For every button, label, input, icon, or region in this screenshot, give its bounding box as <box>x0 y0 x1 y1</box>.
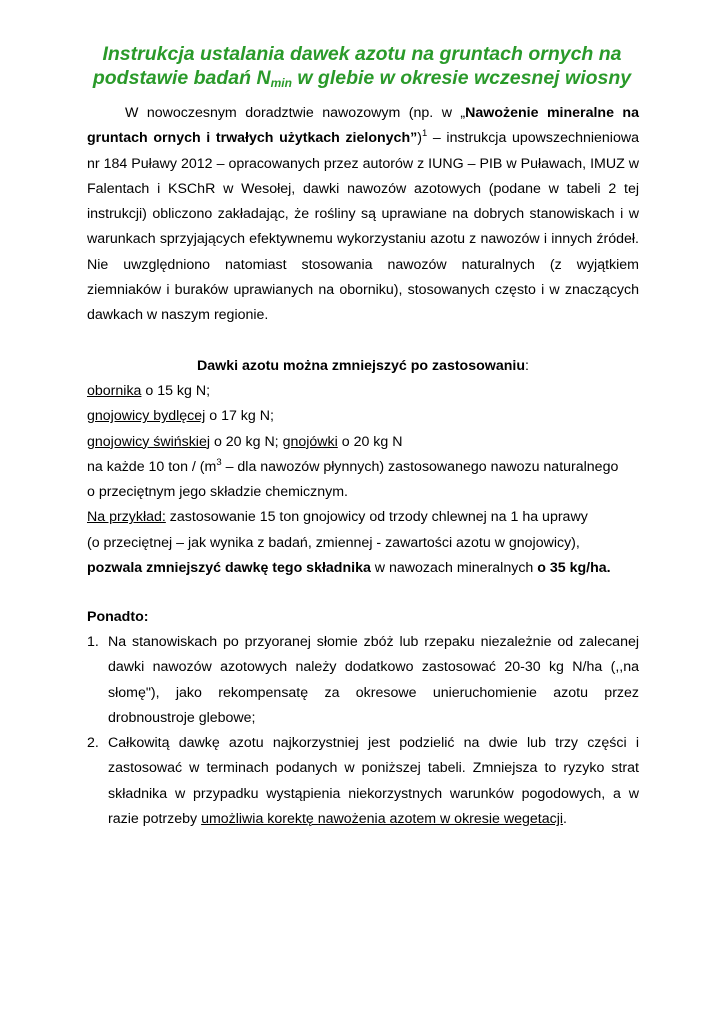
publication-title: Nawożenie mineralne na gruntach ornych i trwałych użytkach zielonych” <box>87 105 639 147</box>
reduction-per-amount: na każde 10 ton / ($m^3$ – dla nawozów płynnych) zastosowanego nawozu naturalnego <box>87 456 619 475</box>
title-line-1: Instrukcja ustalania dawek azotu na gruntach ornych na <box>102 43 622 65</box>
reductions-list <box>87 379 639 581</box>
example-line-2: (o przeciętnej – jak wynika z badań, zmiennej - zawartości azotu w gnojowicy), <box>87 534 580 551</box>
intro-paragraph: W nowoczesnym doradztwie nawozowym (np. w „Nawożenie mineralne na gruntach ornych i trwałych użytkach zielonych”)$^1$ – instrukcja upowszechnieniowa nr 184 Puławy 2012 – opracowanych przez autorów z IUNG – PIB w Puławach, IMUZ w Falentach i KSChR w Wesołej, dawki nawozów azotowych (podane w tabeli 2 tej instrukcji) obliczono zakładając, że rośliny są uprawiane na dobrych stanowiskach i w warunkach sprzyjających efektywnemu wykorzystaniu azotu z nawozów i innych źródeł. Nie uwzględniono natomiast stosowania nawozów naturalnych (z wyjątkiem ziemniaków i buraków uprawianych na oborniku), stosowanych często i w znaczących dawkach w naszym regionie. <box>87 105 639 324</box>
example-line-1: Na przykład: zastosowanie 15 ton gnojowicy od trzody chlewnej na 1 ha uprawy <box>87 509 588 526</box>
moreover-list <box>87 630 639 832</box>
nmin-subscript: min <box>270 76 292 90</box>
footnote-marker: 1 <box>421 128 428 140</box>
title-line-2: podstawie badań $N_{min}$ w glebie w okresie wczesnej wiosny <box>92 67 632 90</box>
reduction-cattle-slurry: gnojowicy bydlęcej o 17 kg N; <box>87 408 274 425</box>
reduction-pig-slurry: gnojowicy świńskiej o 20 kg N; gnojówki o 20 kg N <box>87 433 403 450</box>
list-item-1: 1. Na stanowiskach po przyoranej słomie zbóż lub rzepaku niezależnie od zalecanej dawki nawozów azotowych należy dodatkowo zastosować 20-30 kg N/ha (,,na słomę"), jako rekompensatę za okresowe unieruchomienie azotu przez drobnoustroje glebowe; <box>87 634 639 726</box>
example-line-3: pozwala zmniejszyć dawkę tego składnika w nawozach mineralnych o 35 kg/ha. <box>87 560 611 577</box>
moreover-heading: Ponadto: <box>87 609 149 625</box>
reduction-manure: obornika o 15 kg N; <box>87 383 211 399</box>
document-title <box>60 42 664 90</box>
reductions-heading: Dawki azotu można zmniejszyć po zastosowaniu: <box>197 358 529 374</box>
reduction-composition: o przeciętnym jego składzie chemicznym. <box>87 484 348 501</box>
list-item-2: 2. Całkowitą dawkę azotu najkorzystniej jest podzielić na dwie lub trzy części i zastosować w terminach podanych w poniższej tabeli. Zmniejsza to ryzyko strat składnika w przypadku wystąpienia niekorzystnych warunków pogodowych, a w razie potrzeby umożliwia korektę nawożenia azotem w okresie wegetacji. <box>87 735 639 828</box>
